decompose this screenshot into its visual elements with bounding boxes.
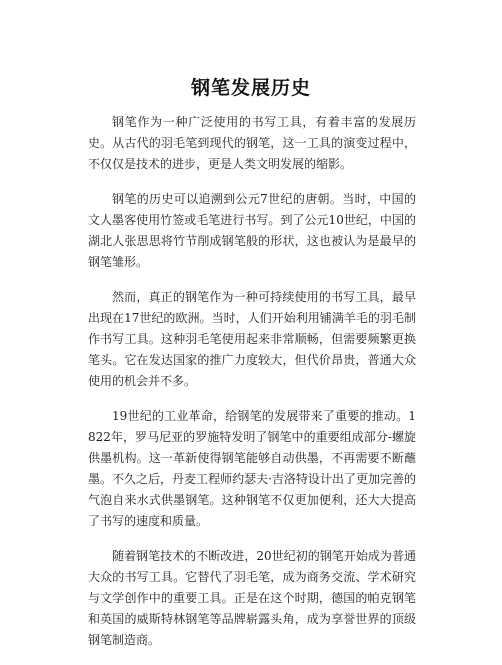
- document-title: 钢笔发展历史: [190, 77, 311, 99]
- paragraph: 钢笔的历史可以追溯到公元7世纪的唐朝。当时，中国的文人墨客使用竹签或毛笔进行书写。到了公元10世纪，中国的湖北人张思思将竹节削成钢笔般的形状，这也被认为是最早的钢笔雏形。: [88, 192, 416, 269]
- paragraph: 钢笔作为一种广泛使用的书写工具，有着丰富的发展历史。从古代的羽毛笔到现代的钢笔，这一工具的演变过程中，不仅仅是技术的进步，更是人类文明发展的缩影。: [88, 115, 416, 171]
- paragraph: 然而，真正的钢笔作为一种可持续使用的书写工具，最早出现在17世纪的欧洲。当时，人们开始利用铺满羊毛的羽毛制作书写工具。这种羽毛笔使用起来非常顺畅，但需要频繁更换笔头。它在发达国家的推广力度较大，但代价昂贵，普通大众使用的机会并不多。: [88, 290, 416, 388]
- paragraph: 19世纪的工业革命，给钢笔的发展带来了重要的推动。1822年，罗马尼亚的罗施特发明了钢笔中的重要组成部分-螺旋供墨机构。这一革新使得钢笔能够自动供墨，不再需要不断蘸墨。不久之后，丹麦工程师约瑟夫·吉洛特设计出了更加完善的气泡自来水式供墨钢笔。这种钢笔不仅更加便利，还大大提高了书写的速度和质量。: [88, 409, 416, 528]
- paragraph: 随着钢笔技术的不断改进，20世纪初的钢笔开始成为普通大众的书写工具。它替代了羽毛笔，成为商务交流、学术研究与文学创作中的重要工具。正是在这个时期，德国的帕克钢笔和英国的威斯特林钢笔等品牌崭露头角，成为享誉世界的顶级钢笔制造商。: [88, 549, 416, 647]
- document-body: [88, 112, 416, 665]
